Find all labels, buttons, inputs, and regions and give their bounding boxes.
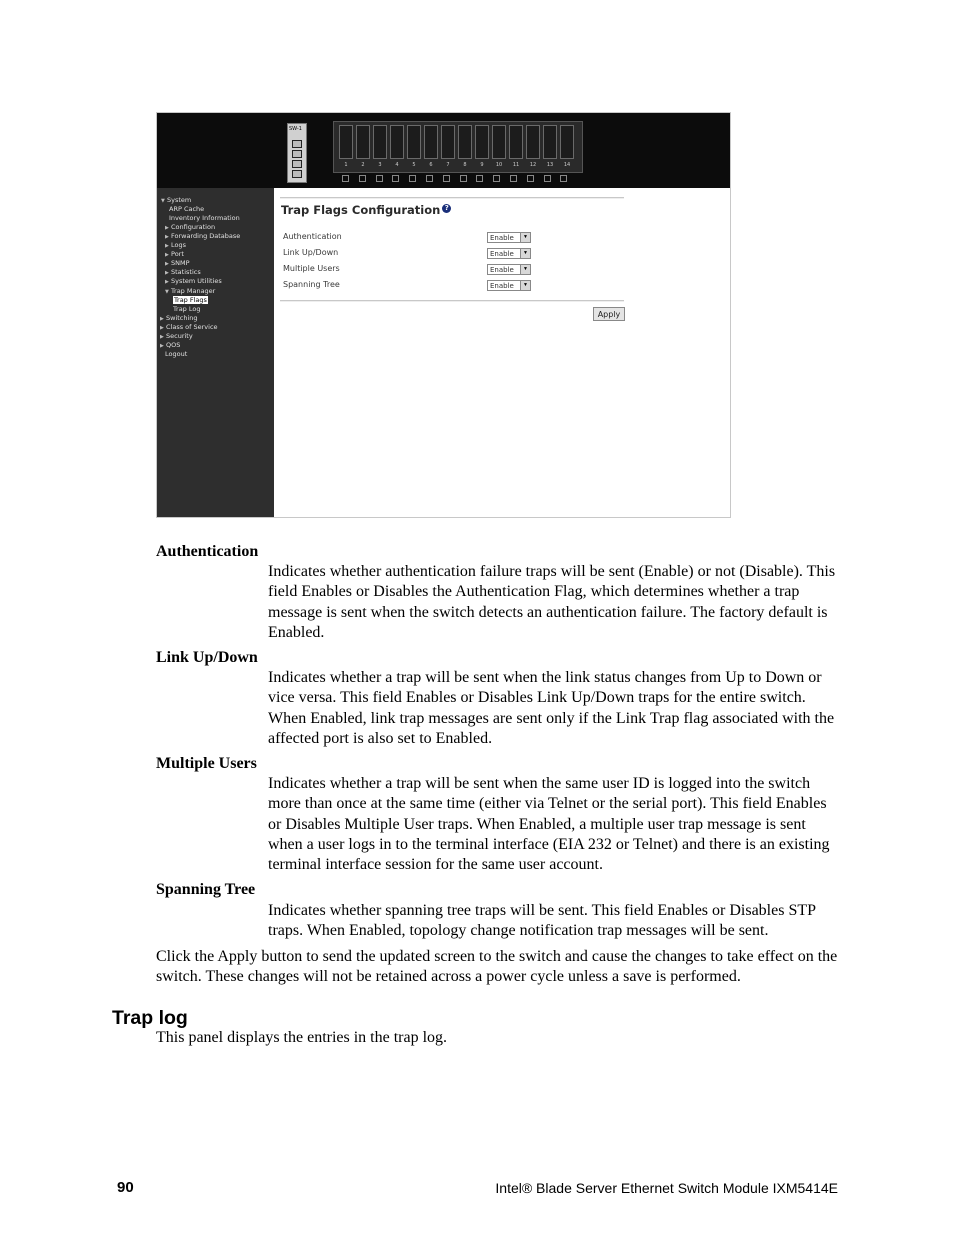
port-4[interactable] [390, 125, 404, 159]
nav-item-label: Trap Log [173, 304, 201, 313]
nav-item-label: Logout [165, 349, 188, 358]
page-number: 90 [117, 1179, 134, 1196]
caret-right-icon: ▶ [165, 243, 169, 250]
nav-item-trap-flags[interactable] [173, 296, 208, 305]
authentication-select[interactable] [487, 232, 531, 243]
nav-item-inventory-information[interactable] [169, 214, 240, 223]
nav-item-label: QOS [166, 340, 181, 349]
field-label-multiple-users: Multiple Users [283, 264, 340, 273]
port-led-icon [560, 175, 567, 182]
caret-right-icon: ▶ [160, 315, 164, 322]
unit-led-icon [292, 160, 302, 168]
port-number-label: 10 [495, 162, 503, 168]
section-heading: Trap log [112, 1007, 188, 1029]
port-led-icon [493, 175, 500, 182]
section-text: This panel displays the entries in the trap log. [156, 1029, 448, 1046]
select-value: Enable [490, 250, 514, 258]
port-led-icon [544, 175, 551, 182]
unit-led-icon [292, 150, 302, 158]
field-label-link-up-down: Link Up/Down [283, 248, 339, 257]
port-12[interactable] [526, 125, 540, 159]
apply-button[interactable]: Apply [593, 307, 625, 321]
nav-item-label: Inventory Information [169, 214, 240, 223]
panel-title [281, 203, 451, 217]
caret-right-icon: ▶ [165, 279, 169, 286]
port-5[interactable] [407, 125, 421, 159]
caret-right-icon: ▶ [160, 342, 164, 349]
port-11[interactable] [509, 125, 523, 159]
port-number-label: 9 [480, 162, 484, 168]
port-6[interactable] [424, 125, 438, 159]
term-spanning-tree: Spanning Tree [156, 881, 256, 898]
port-led-icon [392, 175, 399, 182]
help-icon[interactable]: ? [442, 204, 451, 213]
field-label-authentication: Authentication [283, 232, 342, 241]
caret-right-icon: ▶ [160, 333, 164, 340]
port-number-label: 3 [378, 162, 382, 168]
nav-item-label: SNMP [171, 259, 190, 268]
select-value: Enable [490, 282, 514, 290]
port-9[interactable] [475, 125, 489, 159]
unit-led-icon [292, 140, 302, 148]
port-10[interactable] [492, 125, 506, 159]
nav-item-label: Security [166, 331, 193, 340]
desc-multiple-users: Indicates whether a trap will be sent when the same user ID is logged into the switch more than once at the same time (either via Telnet or the serial port). This field Enables or Disables Multiple User traps. When Enabled, a multiple user trap message is sent when a user logs in to the terminal interface (EIA 232 or Telnet) and there is an existing terminal interface session for the same user account. [268, 775, 830, 874]
term-authentication: Authentication [156, 543, 259, 560]
port-number-label: 1 [344, 162, 348, 168]
port-led-icon [527, 175, 534, 182]
select-value: Enable [490, 266, 514, 274]
port-number-label: 2 [361, 162, 365, 168]
caret-right-icon: ▶ [165, 270, 169, 277]
chevron-down-icon[interactable]: ▼ [520, 249, 530, 258]
port-3[interactable] [373, 125, 387, 159]
nav-item-logout[interactable] [165, 350, 187, 359]
port-number-label: 7 [446, 162, 450, 168]
port-number-label: 6 [429, 162, 433, 168]
port-led-icon [409, 175, 416, 182]
port-led-icon [476, 175, 483, 182]
unit-led-icon [292, 170, 302, 178]
port-number-label: 14 [563, 162, 571, 168]
caret-right-icon: ▶ [165, 252, 169, 259]
chevron-down-icon[interactable]: ▼ [520, 265, 530, 274]
port-7[interactable] [441, 125, 455, 159]
footer-title: Intel® Blade Server Ethernet Switch Module IXM5414E [495, 1180, 838, 1196]
nav-item-label: Forwarding Database [171, 232, 241, 241]
screenshot-figure [156, 112, 731, 518]
navigation-tree [157, 188, 274, 517]
port-led-icon [359, 175, 366, 182]
switch-unit-graphic [287, 123, 307, 183]
port-number-label: 8 [463, 162, 467, 168]
port-1[interactable] [339, 125, 353, 159]
port-led-icon [342, 175, 349, 182]
desc-link-up-down: Indicates whether a trap will be sent when the link status changes from Up to Down or vice versa. This field Enables or Disables Link Up/Down traps for the entire switch. When Enabled, link trap messages are sent only if the Link Trap flag associated with the affected port is also set to Enabled. [268, 669, 835, 747]
divider [280, 300, 624, 302]
caret-right-icon: ▶ [165, 234, 169, 241]
port-14[interactable] [560, 125, 574, 159]
field-label-spanning-tree: Spanning Tree [283, 280, 340, 289]
multiple-users-select[interactable] [487, 264, 531, 275]
apply-note: Click the Apply button to send the updated screen to the switch and cause the changes to take effect on the switch. These changes will not be retained across a power cycle unless a save is performed. [156, 948, 838, 986]
caret-right-icon: ▶ [160, 324, 164, 331]
term-link-up-down: Link Up/Down [156, 649, 258, 666]
select-value: Enable [490, 234, 514, 242]
desc-spanning-tree: Indicates whether spanning tree traps will be sent. This field Enables or Disables STP traps. When Enabled, topology change notification trap messages will be sent. [268, 902, 816, 940]
unit-tag: SW-1 [289, 126, 302, 132]
nav-item-label: ARP Cache [169, 205, 205, 214]
port-13[interactable] [543, 125, 557, 159]
nav-item-trap-log[interactable] [173, 305, 200, 314]
port-number-label: 4 [395, 162, 399, 168]
panel-title-text: Trap Flags Configuration [281, 203, 441, 217]
nav-item-label: Configuration [171, 223, 216, 232]
port-panel [333, 121, 583, 173]
divider [280, 197, 624, 199]
nav-item-label: Trap Flags [174, 295, 207, 304]
port-led-icon [460, 175, 467, 182]
port-2[interactable] [356, 125, 370, 159]
port-number-label: 13 [546, 162, 554, 168]
port-led-icon [510, 175, 517, 182]
switch-banner [157, 113, 730, 188]
nav-item-label: Port [171, 250, 184, 259]
spanning-tree-select[interactable] [487, 280, 531, 291]
caret-right-icon: ▶ [165, 225, 169, 232]
term-multiple-users: Multiple Users [156, 755, 257, 772]
port-number-label: 5 [412, 162, 416, 168]
port-led-icon [443, 175, 450, 182]
link-up-down-select[interactable] [487, 248, 531, 259]
nav-item-label: System [167, 196, 192, 204]
chevron-down-icon[interactable]: ▼ [520, 233, 530, 242]
port-number-label: 11 [512, 162, 520, 168]
caret-down-icon: ▼ [161, 198, 165, 204]
caret-right-icon: ▶ [165, 261, 169, 268]
port-led-icon [376, 175, 383, 182]
trap-flags-panel [274, 188, 730, 517]
nav-item-label: Switching [166, 313, 198, 322]
port-number-label: 12 [529, 162, 537, 168]
nav-item-label: Statistics [171, 268, 201, 277]
nav-item-arp-cache[interactable] [169, 205, 204, 214]
nav-item-label: System Utilities [171, 277, 222, 286]
caret-down-icon: ▼ [165, 288, 169, 295]
nav-item-label: Class of Service [166, 322, 218, 331]
desc-authentication: Indicates whether authentication failure traps will be sent (Enable) or not (Disable). This field Enables or Disables the Authentication Flag, which determines whether a trap message is sent when the switch detects an authentication failure. The factory default is Enabled. [268, 563, 836, 641]
port-8[interactable] [458, 125, 472, 159]
nav-item-label: Trap Manager [171, 286, 216, 295]
nav-item-label: Logs [171, 241, 186, 250]
port-led-icon [426, 175, 433, 182]
chevron-down-icon[interactable]: ▼ [520, 281, 530, 290]
